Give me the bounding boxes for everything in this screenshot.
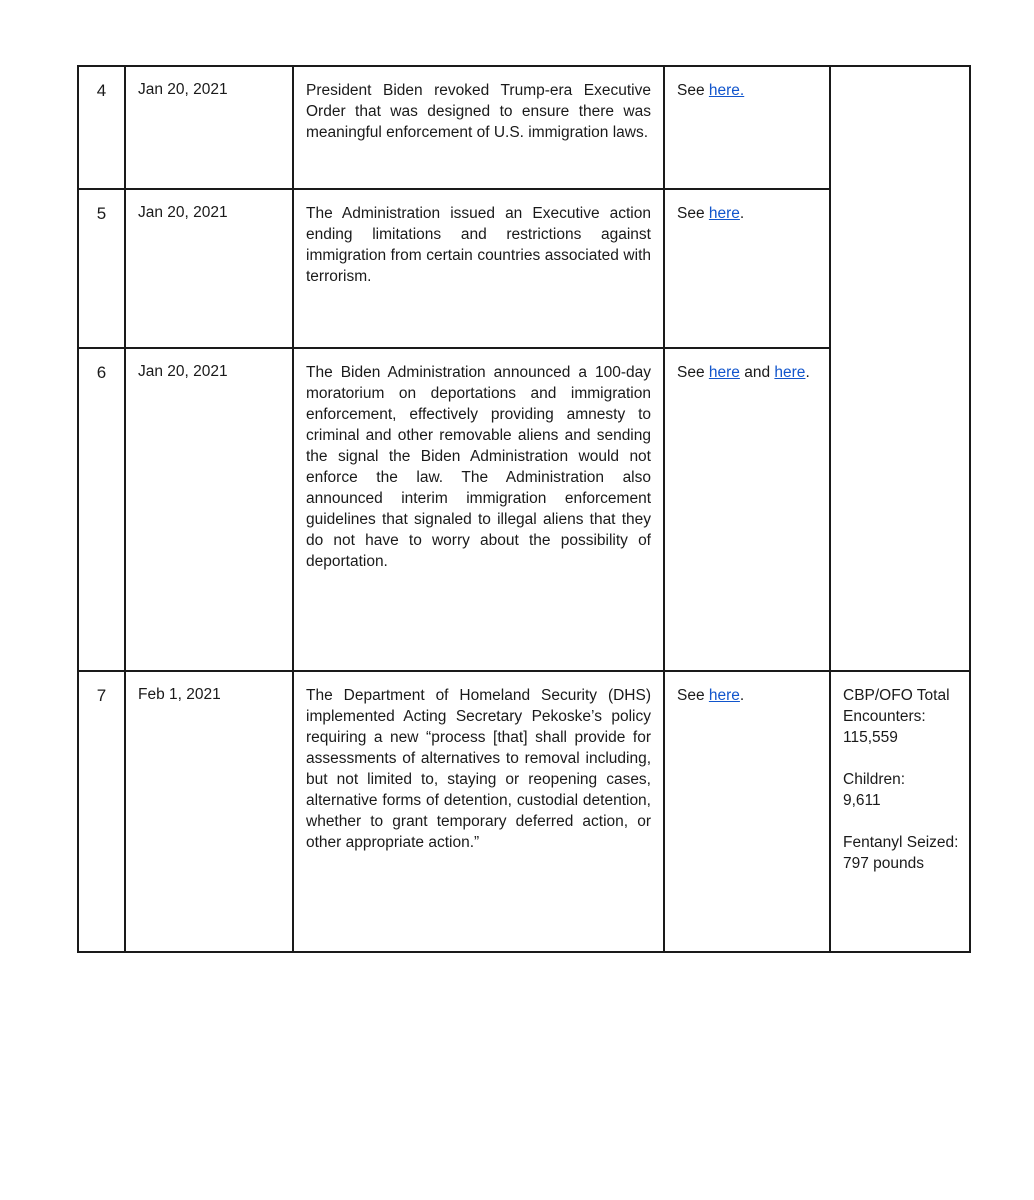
encounters-stat	[843, 685, 959, 748]
row-date: Feb 1, 2021	[125, 671, 293, 952]
children-stat	[843, 769, 959, 811]
row-date: Jan 20, 2021	[125, 348, 293, 671]
encounters-value: 115,559	[843, 729, 898, 746]
row-date: Jan 20, 2021	[125, 66, 293, 189]
row-stats	[830, 671, 970, 952]
source-prefix: See	[677, 364, 709, 381]
row-source	[664, 348, 830, 671]
row-description: The Biden Administration announced a 100-day moratorium on deportations and immigration enforcement, effectively providing amnesty to criminal and other removable aliens and sending the signal the Biden Administration would not enforce the law. The Administration also announced interim immigration enforcement guidelines that signaled to illegal aliens that they do not have to worry about the possibility of deportation.	[293, 348, 664, 671]
row-source	[664, 66, 830, 189]
table-row	[78, 66, 970, 189]
row-stats-empty	[830, 66, 970, 671]
row-number: 5	[78, 189, 125, 348]
row-number: 4	[78, 66, 125, 189]
source-suffix: .	[739, 205, 745, 222]
source-prefix: See	[677, 82, 709, 99]
source-prefix: See	[677, 205, 709, 222]
source-link[interactable]: here	[708, 687, 740, 704]
source-link[interactable]: here	[708, 205, 740, 222]
row-description: The Department of Homeland Security (DHS) implemented Acting Secretary Pekoske’s policy requiring a new “process [that] shall provide for assessments of alternatives to removal including, but not limited to, staying or reopening cases, alternative forms of detention, custodial detention, whether to grant temporary deferred action, or other appropriate action.”	[293, 671, 664, 952]
source-mid: and	[739, 364, 775, 381]
row-description: President Biden revoked Trump-era Executive Order that was designed to ensure there was meaningful enforcement of U.S. immigration laws.	[293, 66, 664, 189]
source-link[interactable]: here.	[708, 82, 745, 99]
table-row	[78, 671, 970, 952]
row-number: 7	[78, 671, 125, 952]
source-prefix: See	[677, 687, 709, 704]
encounters-label: CBP/OFO Total Encounters:	[843, 687, 950, 725]
document-table	[77, 65, 971, 953]
children-value: 9,611	[843, 792, 881, 809]
row-source	[664, 189, 830, 348]
row-description: The Administration issued an Executive action ending limitations and restrictions against immigration from certain countries associated with terrorism.	[293, 189, 664, 348]
row-source	[664, 671, 830, 952]
children-label: Children:	[843, 771, 906, 788]
source-suffix: .	[805, 364, 810, 381]
row-number: 6	[78, 348, 125, 671]
source-link-1[interactable]: here	[708, 364, 740, 381]
fentanyl-stat: Fentanyl Seized: 797 pounds	[843, 834, 959, 872]
row-date: Jan 20, 2021	[125, 189, 293, 348]
source-link-2[interactable]: here	[774, 364, 806, 381]
source-suffix: .	[739, 687, 745, 704]
